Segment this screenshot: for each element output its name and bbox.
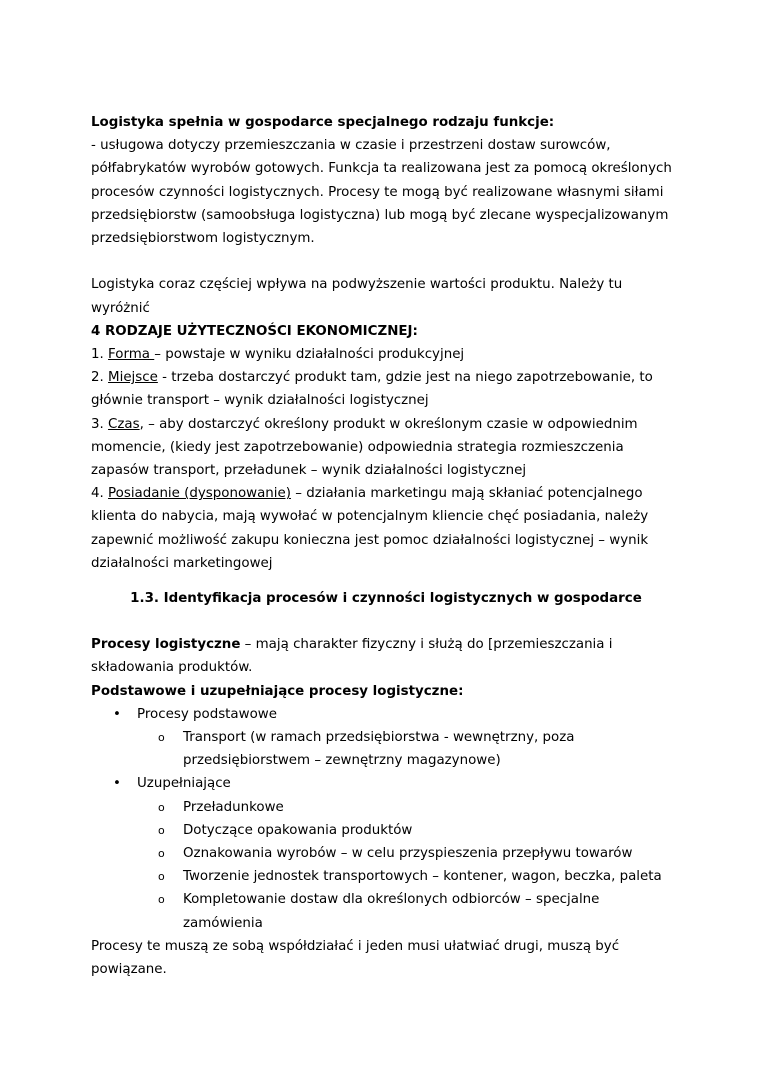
functions-heading: Logistyka spełnia w gospodarce specjalnego rodzaju funkcje:	[91, 115, 555, 130]
item-number: 4.	[91, 486, 109, 502]
list-item-label: Procesy podstawowe	[137, 706, 277, 722]
item-description: – powstaje w wyniku działalności produkcyjnej	[154, 347, 465, 363]
sub-list-item	[91, 819, 681, 842]
item-term: Forma	[108, 347, 155, 363]
sub-list-item	[91, 726, 681, 772]
utility-item-possession	[91, 482, 681, 575]
utility-item-place	[91, 366, 681, 412]
item-number: 1.	[91, 347, 109, 363]
sub-list-item-text: Przeładunkowe	[183, 799, 284, 815]
paragraph-gap	[91, 622, 681, 633]
value-intro-text: Logistyka coraz częściej wpływa na podwyższenie wartości produktu. Należy tu wyróżnić	[91, 277, 623, 316]
service-function-text: - usługowa dotyczy przemieszczania w czasie i przestrzeni dostaw surowców, półfabrykatów wyrobów gotowych. Funkcja ta realizowana jest za pomocą określonych procesów czynności logistycznych. Procesy te mogą być realizowane własnymi siłami przedsiębiorstw (samoobsługa logistyczna) lub mogą być zlecane wyspecjalizowanym przedsiębiorstwom logistycznym.	[91, 138, 672, 247]
item-description: – działania marketingu mają skłaniać potencjalnego klienta do nabycia, mają wywołać w potencjalnym kliencie chęć posiadania, należy zapewnić możliwość zakupu konieczna jest pomoc działalności logistycznej – wynik działalności marketingowej	[91, 486, 649, 571]
logistic-processes-definition	[91, 633, 681, 679]
item-description: - trzeba dostarczyć produkt tam, gdzie jest na niego zapotrzebowanie, to głównie transport – wynik działalności logistycznej	[91, 370, 653, 409]
bullet-icon: •	[113, 776, 121, 792]
circle-bullet-icon: o	[158, 893, 165, 907]
item-number: 3.	[91, 416, 109, 432]
list-item	[91, 772, 681, 934]
document-body	[91, 111, 681, 981]
definition-term: Procesy logistyczne	[91, 637, 241, 653]
circle-bullet-icon: o	[158, 800, 165, 814]
circle-bullet-icon: o	[158, 731, 165, 745]
closing-text: Procesy te muszą ze sobą współdziałać i jeden musi ułatwiać drugi, muszą być powiązane.	[91, 938, 620, 978]
paragraph-gap	[91, 250, 681, 273]
sub-list-item	[91, 865, 681, 888]
sub-list-item-text: Transport (w ramach przedsiębiorstwa - wewnętrzny, poza przedsiębiorstwem – zewnętrzny magazynowe)	[183, 730, 575, 769]
sub-list-item-text: Dotyczące opakowania produktów	[183, 822, 413, 838]
circle-bullet-icon: o	[158, 870, 165, 884]
circle-bullet-icon: o	[158, 847, 165, 861]
bullet-icon: •	[113, 706, 121, 722]
section-heading: 1.3. Identyfikacja procesów i czynności logistycznych w gospodarce	[130, 591, 642, 607]
list-item-label: Uzupełniające	[137, 776, 231, 792]
utility-item-time	[91, 413, 681, 483]
circle-bullet-icon: o	[158, 823, 165, 837]
process-list-heading: Podstawowe i uzupełniające procesy logistyczne:	[91, 683, 464, 699]
utility-types-heading: 4 RODZAJE UŻYTECZNOŚCI EKONOMICZNEJ:	[91, 323, 418, 339]
item-term: Czas	[108, 416, 140, 432]
sub-list-item	[91, 842, 681, 865]
sub-list-item-text: Tworzenie jednostek transportowych – kontener, wagon, beczka, paleta	[183, 869, 662, 885]
sub-list	[137, 726, 681, 772]
item-term: Posiadanie (dysponowanie)	[108, 486, 291, 502]
sub-list-item	[91, 796, 681, 819]
definition-text: – mają charakter fizyczny i służą do [przemieszczania i składowania produktów.	[91, 637, 613, 676]
item-term: Miejsce	[108, 370, 158, 386]
utility-item-form	[91, 343, 681, 366]
sub-list-item-text: Kompletowanie dostaw dla określonych odbiorców – specjalne zamówienia	[183, 892, 600, 931]
sub-list-item	[91, 888, 681, 934]
sub-list	[137, 796, 681, 935]
item-number: 2.	[91, 370, 109, 386]
list-item	[91, 703, 681, 773]
item-description: , – aby dostarczyć określony produkt w określonym czasie w odpowiednim momencie, (kiedy jest zapotrzebowanie) odpowiednia strategia rozmieszczenia zapasów transport, przeładunek – wynik działalności logistycznej	[91, 416, 638, 479]
sub-list-item-text: Oznakowania wyrobów – w celu przyspieszenia przepływu towarów	[183, 846, 633, 862]
process-list	[91, 703, 681, 935]
